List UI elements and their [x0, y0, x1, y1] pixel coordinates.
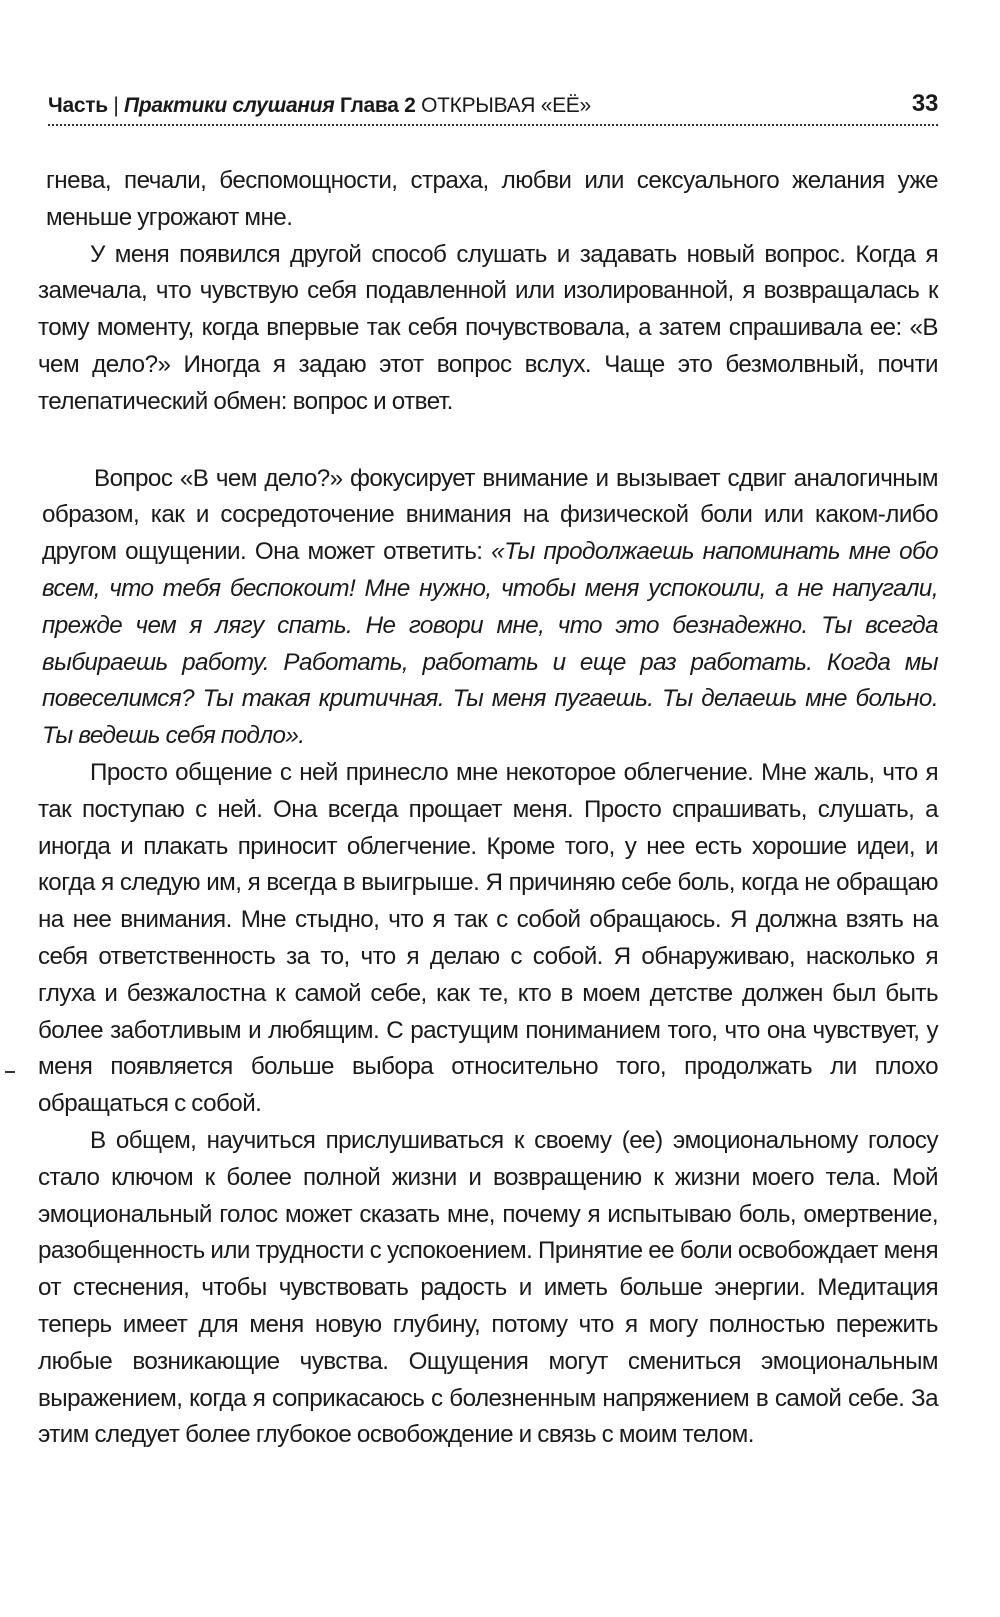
header-breadcrumb: [48, 94, 591, 118]
paragraph: В общем, научиться прислушиваться к своему (ее) эмоциональному голосу стало ключом к более полной жизни и возвращению к жизни моего тела. Мой эмоциональный голос может сказать мне, почему я испытываю боль, омертвение, разобщенность или трудности с успокоением. Принятие ее боли освобождает меня от стеснения, чтобы чувствовать радость и иметь больше энергии. Медитация теперь имеет для меня новую глубину, потому что я могу полностью пережить любые возникающие чувства. Ощущения могут смениться эмоциональным выражением, когда я соприкасаюсь с болезненным напряжением в самой себе. За этим следует более глубокое освобождение и связь с моим телом.: [38, 1126, 938, 1449]
header-dotted-rule: [48, 124, 938, 126]
page-number: 33: [911, 90, 938, 117]
header-separator: |: [107, 94, 125, 117]
header-part: Часть: [48, 94, 108, 117]
body-text: [38, 163, 938, 1454]
paragraph: гнева, печали, беспомощности, страха, любви или сексуального желания уже меньше угрожают мне.: [46, 167, 938, 231]
header-section: Практики слушания: [124, 94, 335, 117]
header-chapter-title: ОТКРЫВАЯ «ЕЁ»: [421, 94, 591, 117]
running-header: [48, 82, 938, 118]
margin-dash-mark: [5, 1071, 15, 1073]
italic-quote: «Ты продолжаешь напоминать мне обо всем, что тебя беспокоит! Мне нужно, чтобы меня успокоили, а не напугали, прежде чем я лягу спать. Не говори мне, что это безнадежно. Ты всегда выбираешь работу. Работать, работать и еще раз работать. Когда мы повеселимся? Ты такая критичная. Ты меня пугаешь. Ты делаешь мне больно. Ты ведешь себя подло».: [42, 538, 938, 750]
paragraph: У меня появился другой способ слушать и задавать новый вопрос. Когда я замечала, что чувствую себя подавленной или изолированной, я возвращалась к тому моменту, когда впервые так себя почувствовала, а затем спрашивала ее: «В чем дело?» Иногда я задаю этот вопрос вслух. Чаще это безмолвный, почти телепатический обмен: вопрос и ответ.: [38, 240, 938, 415]
paragraph-text: Вопрос «В чем дело?» фокусирует внимание и вызывает сдвиг аналогичным образом, как и сосредоточение внимания на физической боли или каком-либо другом ощущении. Она может ответить:: [42, 464, 938, 566]
paragraph: [38, 461, 938, 755]
header-chapter: Глава 2: [339, 94, 416, 117]
paragraph: Просто общение с ней принесло мне некоторое облегчение. Мне жаль, что я так поступаю с ней. Она всегда прощает меня. Просто спрашивать, слушать, а иногда и плакать приносит облегчение. Кроме того, у нее есть хорошие идеи, и когда я следую им, я всегда в выигрыше. Я причиняю себе боль, когда не обращаю на нее внимания. Мне стыдно, что я так с собой обращаюсь. Я должна взять на себя ответственность за то, что я делаю с собой. Я обнаруживаю, насколько я глуха и безжалостна к самой себе, как те, кто в моем детстве должен был быть более заботливым и любящим. С растущим пониманием того, что она чувствует, у меня появляется больше выбора относительно того, продолжать ли плохо обращаться с собой.: [38, 758, 938, 1118]
